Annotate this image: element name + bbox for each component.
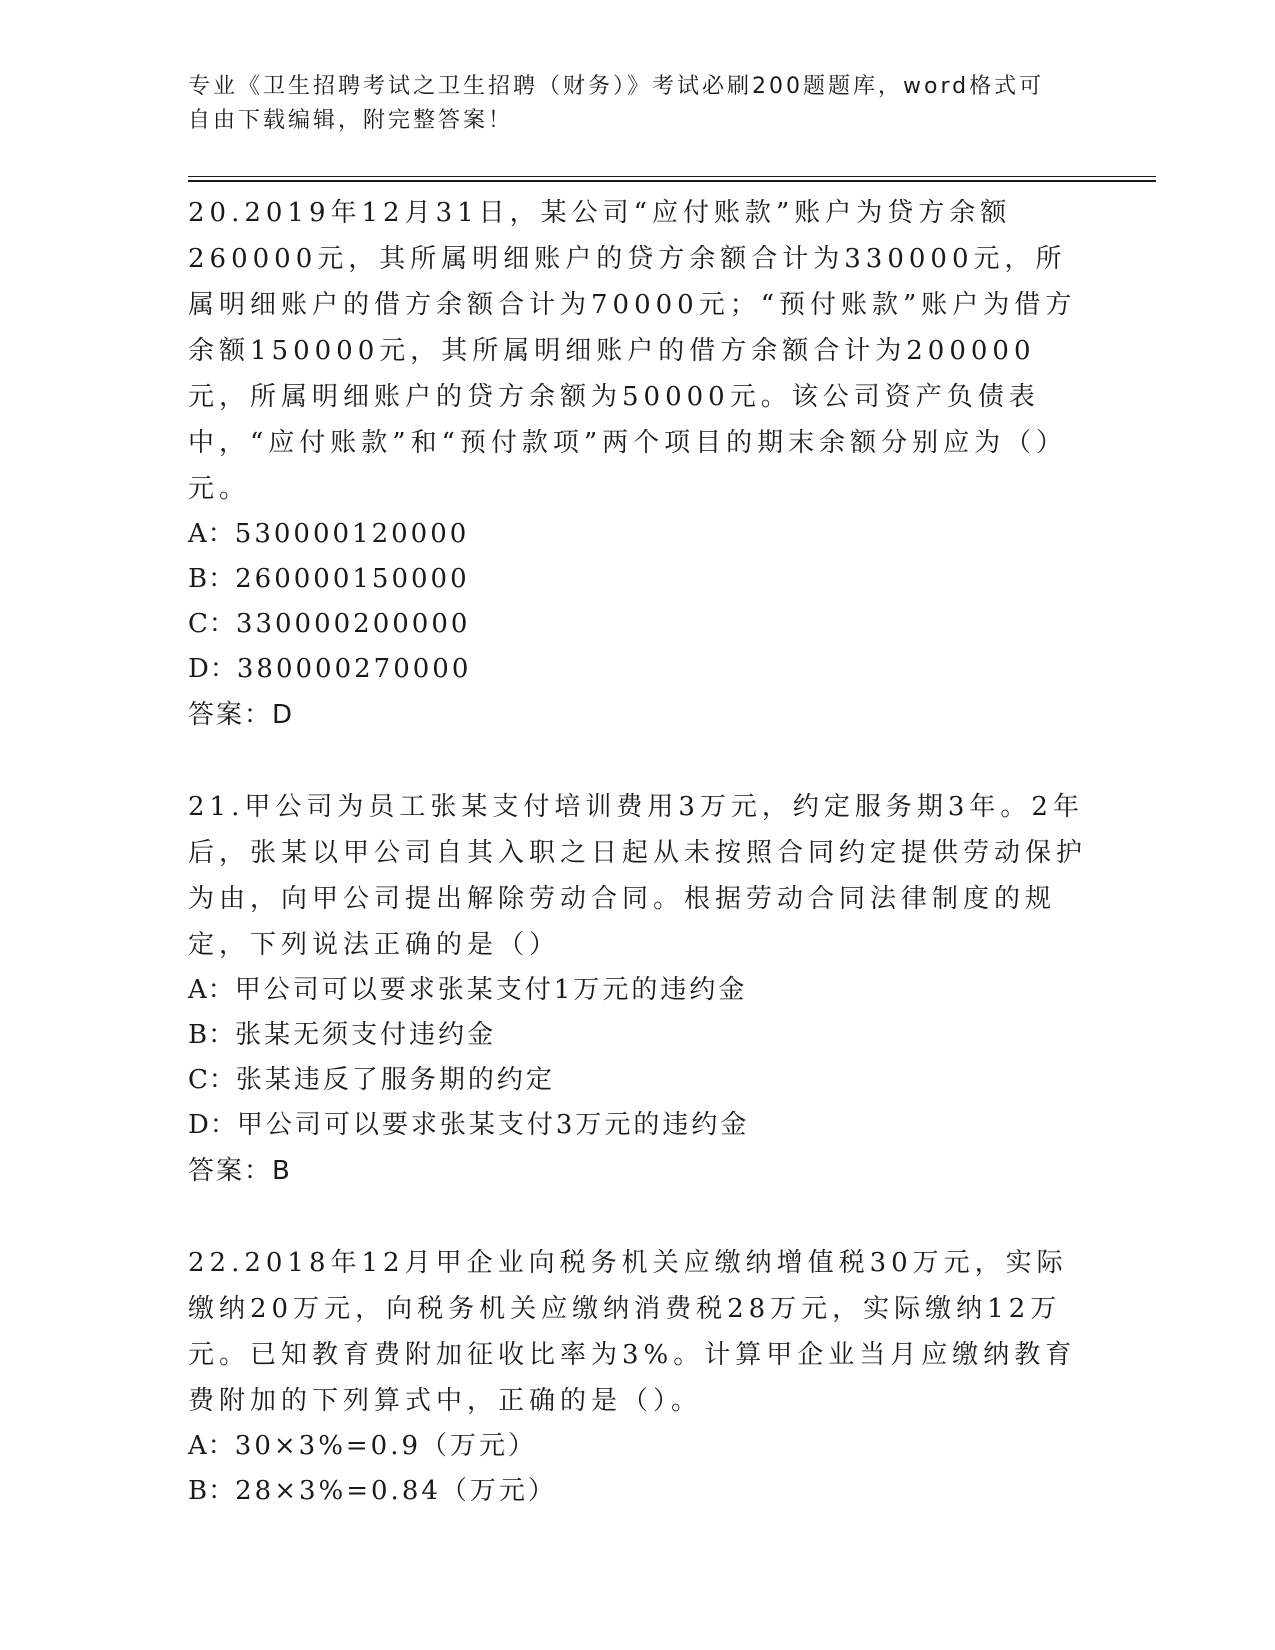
- option-text: 张某无须支付违约金: [235, 1020, 497, 1050]
- option-label: B：: [188, 1476, 236, 1506]
- option-label: B：: [188, 1020, 236, 1050]
- option-label: C：: [188, 609, 236, 639]
- answer-line: 答案：B: [188, 1156, 292, 1186]
- option-a[interactable]: [188, 968, 1088, 1013]
- question-stem: 22.2018年12月甲企业向税务机关应缴纳增值税30万元，实际缴纳20万元，向税务机关应缴纳消费税28万元，实际缴纳12万元。已知教育费附加征收比率为3%。计算甲企业当月应缴纳教育费附加的下列算式中，正确的是（）。: [188, 1248, 1077, 1416]
- option-label: C：: [188, 1065, 236, 1095]
- option-text: 甲公司可以要求张某支付1万元的违约金: [234, 975, 748, 1005]
- option-text: 330000200000: [235, 609, 471, 639]
- question-20: [188, 190, 1088, 738]
- question-list: [188, 190, 1088, 1514]
- option-text: 30×3%=0.9（万元）: [234, 1431, 538, 1461]
- answer-line: 答案：D: [188, 700, 295, 730]
- option-a[interactable]: [188, 512, 1088, 557]
- question-22: [188, 1240, 1088, 1514]
- option-a[interactable]: [188, 1424, 1088, 1469]
- option-d[interactable]: [188, 647, 1088, 692]
- option-c[interactable]: [188, 1058, 1088, 1103]
- option-text: 甲公司可以要求张某支付3万元的违约金: [236, 1110, 750, 1140]
- question-stem: 20.2019年12月31日，某公司“应付账款”账户为贷方余额260000元，其所属明细账户的贷方余额合计为330000元，所属明细账户的借方余额合计为70000元；“预付账款”账户为借方余额150000元，其所属明细账户的借方余额合计为200000元，所属明细账户的贷方余额为50000元。该公司资产负债表中，“应付账款”和“预付款项”两个项目的期末余额分别应为（）元。: [188, 198, 1077, 504]
- option-d[interactable]: [188, 1103, 1088, 1148]
- option-c[interactable]: [188, 602, 1088, 647]
- option-label: B：: [188, 564, 236, 594]
- option-b[interactable]: [188, 557, 1088, 602]
- header-divider-thin: [188, 176, 1156, 177]
- option-text: 380000270000: [236, 654, 472, 684]
- option-label: A：: [188, 1431, 235, 1461]
- option-text: 张某违反了服务期的约定: [235, 1065, 555, 1095]
- header-divider-thick: [188, 180, 1156, 182]
- option-label: A：: [188, 519, 235, 549]
- option-label: A：: [188, 975, 235, 1005]
- option-text: 530000120000: [234, 519, 470, 549]
- page-header: 专业《卫生招聘考试之卫生招聘（财务）》考试必刷200题题库，word格式可自由下载编辑，附完整答案！: [188, 74, 1045, 133]
- option-label: D：: [188, 1110, 237, 1140]
- option-b[interactable]: [188, 1013, 1088, 1058]
- option-text: 28×3%=0.84（万元）: [235, 1476, 557, 1506]
- question-stem: 21.甲公司为员工张某支付培训费用3万元，约定服务期3年。2年后，张某以甲公司自其入职之日起从未按照合同约定提供劳动保护为由，向甲公司提出解除劳动合同。根据劳动合同法律制度的规定，下列说法正确的是（）: [188, 792, 1088, 960]
- option-text: 260000150000: [235, 564, 470, 594]
- question-21: [188, 784, 1088, 1194]
- option-b[interactable]: [188, 1469, 1088, 1514]
- option-label: D：: [188, 654, 237, 684]
